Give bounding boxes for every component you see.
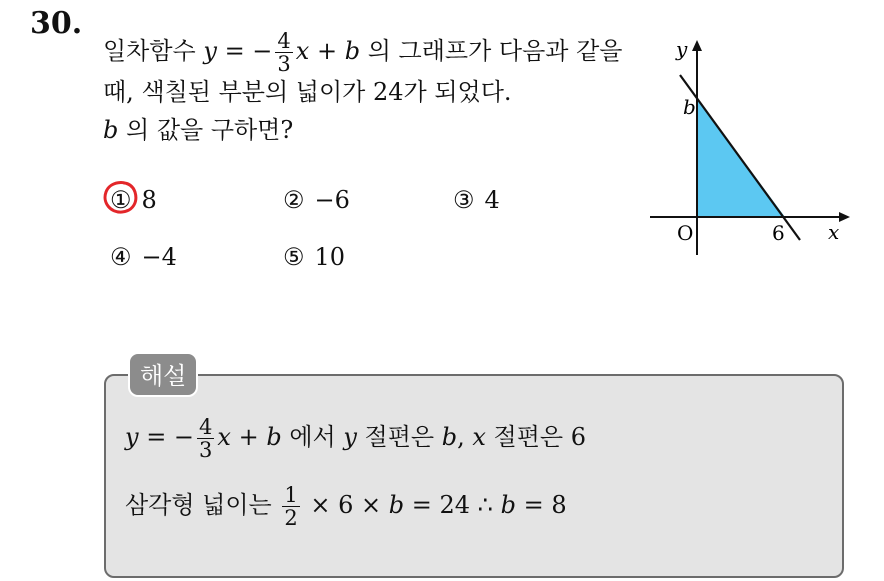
choice-value: −4 <box>141 243 177 271</box>
plus-sign: + <box>309 37 345 66</box>
equals-minus: = − <box>138 423 195 452</box>
question-text-tail: 의 그래프가 다음과 같을 <box>360 37 623 66</box>
fraction-denominator: 3 <box>199 438 213 463</box>
x-axis-arrow <box>839 212 850 222</box>
line-graph <box>640 30 860 260</box>
choice-value: 10 <box>314 243 346 271</box>
solution-line-2 <box>125 484 567 529</box>
comma: , <box>457 423 473 452</box>
fraction-numerator: 4 <box>199 415 213 439</box>
solution-box <box>104 374 844 578</box>
solution-tag: 해설 <box>128 352 198 397</box>
solution-text: 절편은 <box>356 423 442 452</box>
six-label: 6 <box>772 221 785 245</box>
b-intercept-label: b <box>683 95 696 119</box>
var-y: y <box>203 37 217 66</box>
choice-2[interactable] <box>283 186 350 214</box>
var-b: b <box>500 491 516 520</box>
var-b: b <box>388 491 405 520</box>
fraction-denominator: 2 <box>284 506 298 531</box>
solution-text: 삼각형 넓이는 <box>125 491 280 520</box>
origin-label: O <box>677 221 694 245</box>
fraction <box>282 484 299 529</box>
solution-text: = 24 ∴ <box>404 491 501 520</box>
choice-value: 4 <box>484 186 500 214</box>
var-x: x <box>217 423 231 452</box>
question-text: 일차함수 <box>103 37 204 66</box>
var-x: x <box>295 37 310 66</box>
solution-text: 절편은 6 <box>485 423 587 452</box>
choice-marker: ⑤ <box>283 243 305 271</box>
question-line-1 <box>103 30 622 75</box>
question-number: 30. <box>30 6 83 41</box>
equals-minus: = − <box>216 37 273 66</box>
x-axis-label: x <box>828 220 840 244</box>
choice-value: 8 <box>141 186 157 214</box>
fraction-numerator: 1 <box>284 483 298 507</box>
solution-text: × 6 × <box>302 491 389 520</box>
choice-1[interactable] <box>110 186 157 214</box>
choice-marker: ① <box>110 186 132 214</box>
fraction-denominator: 3 <box>277 52 291 77</box>
choice-marker: ② <box>283 186 305 214</box>
var-b: b <box>103 116 119 144</box>
fraction <box>275 30 292 75</box>
y-axis-arrow <box>692 40 702 51</box>
fraction <box>197 416 214 461</box>
var-b: b <box>441 423 458 452</box>
var-y: y <box>343 423 357 452</box>
choice-4[interactable] <box>110 243 177 271</box>
solution-line-1 <box>125 416 586 461</box>
y-axis-label: y <box>676 37 688 61</box>
solution-text: = 8 <box>515 491 567 520</box>
choice-value: −6 <box>314 186 350 214</box>
plus-sign: + <box>230 423 267 452</box>
solution-text: 에서 <box>281 423 344 452</box>
choice-3[interactable] <box>453 186 500 214</box>
fraction-numerator: 4 <box>277 29 291 53</box>
choice-marker: ③ <box>453 186 475 214</box>
var-y: y <box>125 423 139 452</box>
var-b: b <box>344 37 361 66</box>
choice-marker: ④ <box>110 243 132 271</box>
question-line-2: 때, 색칠된 부분의 넓이가 24가 되었다. <box>103 78 512 106</box>
var-x: x <box>472 423 486 452</box>
var-b: b <box>266 423 282 452</box>
choice-5[interactable] <box>283 243 345 271</box>
question-line-3 <box>103 110 293 145</box>
question-text-tail: 의 값을 구하면? <box>118 116 294 144</box>
